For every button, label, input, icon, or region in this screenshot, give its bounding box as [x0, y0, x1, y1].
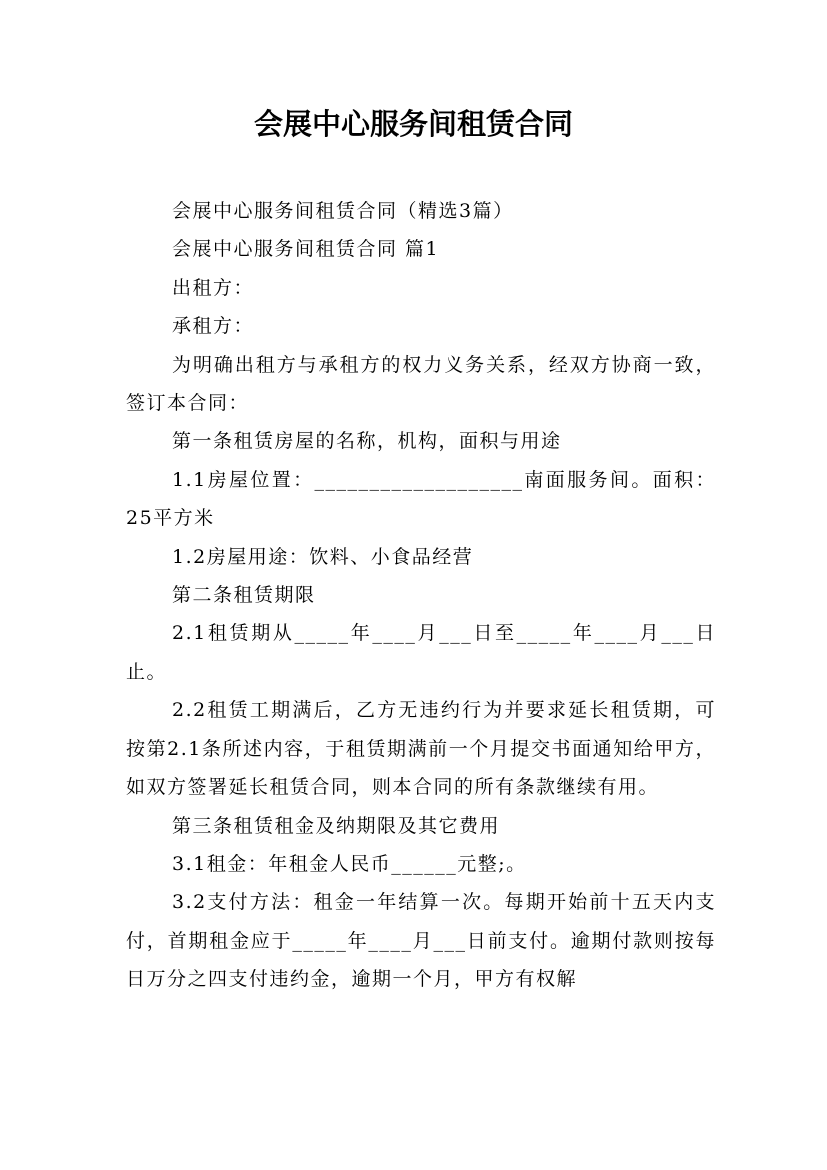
paragraph-article-2: 第二条租赁期限: [172, 584, 316, 607]
document-title: 会展中心服务间租赁合同: [253, 107, 573, 141]
paragraph-preamble: 为明确出租方与承租方的权力义务关系，经双方协商一致，签订本合同：: [126, 353, 716, 415]
document-body: [126, 192, 716, 999]
paragraph-clause-1-1: 1.1房屋位置：___________________南面服务间。面积：25平方米: [126, 468, 716, 530]
paragraph-lessee: 承租方：: [172, 315, 255, 338]
paragraph-subtitle: 会展中心服务间租赁合同（精选3篇）: [172, 200, 514, 222]
paragraph-clause-1-2: 1.2房屋用途：饮料、小食品经营: [172, 545, 474, 568]
paragraph-article-1: 第一条租赁房屋的名称，机构，面积与用途: [172, 430, 562, 453]
paragraph-clause-3-2: 3.2支付方法：租金一年结算一次。每期开始前十五天内支付，首期租金应于_____年____月___日前支付。逾期付款则按每日万分之四支付违约金，逾期一个月，甲方有权解: [126, 891, 716, 991]
paragraph-article-3: 第三条租赁租金及纳期限及其它费用: [172, 814, 501, 837]
paragraph-section-heading: 会展中心服务间租赁合同 篇1: [172, 238, 440, 261]
paragraph-lessor: 出租方：: [172, 276, 255, 299]
paragraph-clause-2-1: 2.1租赁期从_____年____月___日至_____年____月___日止。: [126, 622, 716, 683]
paragraph-clause-2-2: 2.2租赁工期满后，乙方无违约行为并要求延长租赁期，可按第2.1条所述内容，于租赁期满前一个月提交书面通知给甲方，如双方签署延长租赁合同，则本合同的所有条款继续有用。: [126, 699, 716, 799]
paragraph-clause-3-1: 3.1租金：年租金人民币______元整;。: [172, 852, 527, 875]
